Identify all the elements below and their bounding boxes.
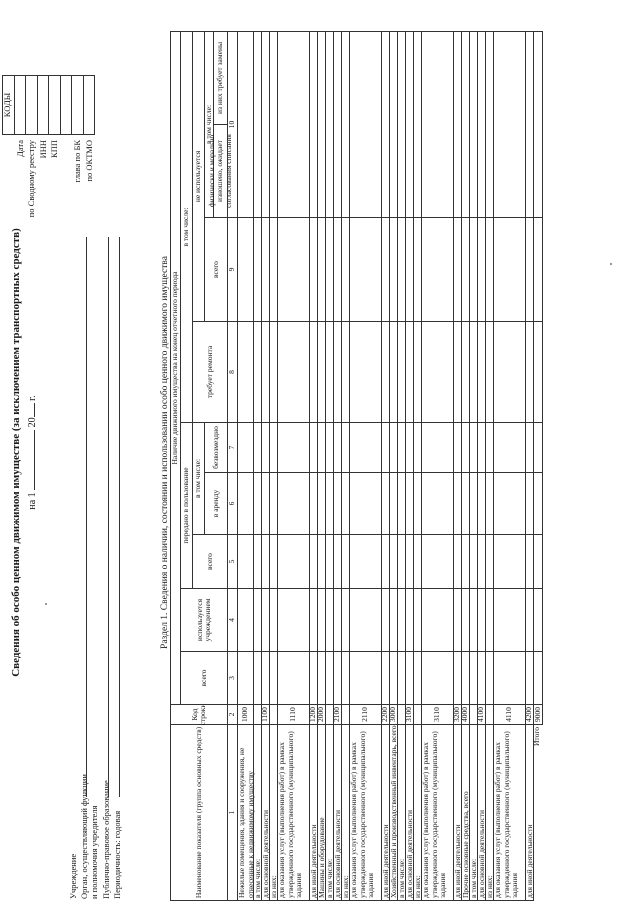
row-name: для оказания услуг (выполнения работ) в рамках утвержденного государственного (муниципального) задания	[421, 724, 454, 901]
row-name: для основной деятельности	[333, 724, 342, 901]
row-name: для оказания услуг (выполнения работ) в рамках утвержденного государственного (муниципального) задания	[493, 724, 526, 901]
total-cell[interactable]	[533, 472, 543, 535]
row-code: 4110	[493, 704, 526, 725]
total-cell[interactable]	[533, 422, 543, 473]
row-name: Машины и оборудование	[317, 724, 326, 901]
table-cell[interactable]	[493, 588, 526, 652]
col-header-unused-total: всего	[204, 217, 228, 322]
total-code: 9000	[533, 704, 543, 725]
column-number: 8	[227, 321, 238, 423]
col-header-free: безвозмездно	[204, 422, 228, 473]
table-cell[interactable]	[349, 588, 382, 652]
table-cell[interactable]	[237, 588, 254, 652]
table-cell[interactable]	[421, 31, 454, 218]
table-cell[interactable]	[421, 651, 454, 705]
table-cell[interactable]	[421, 321, 454, 423]
table-cell[interactable]	[349, 472, 382, 535]
founder-line[interactable]	[108, 237, 109, 797]
row-name: для иной деятельности	[381, 724, 390, 901]
total-cell[interactable]	[533, 217, 543, 322]
report-period-line	[27, 0, 38, 905]
table-cell[interactable]	[237, 651, 254, 705]
codes-header-cell	[2, 75, 14, 135]
row-name: Прочие основные средства, всего	[461, 724, 470, 901]
codes-label: Дата	[14, 140, 25, 157]
codes-title: КОДЫ	[2, 92, 12, 118]
table-cell[interactable]	[277, 651, 310, 705]
table-cell[interactable]	[349, 217, 382, 322]
col-header-unused-incl: в том числе:	[204, 31, 214, 218]
table-cell[interactable]	[349, 651, 382, 705]
table-cell[interactable]	[493, 321, 526, 423]
table-cell[interactable]	[421, 534, 454, 589]
scan-speck	[45, 603, 47, 605]
row-code: 4100	[477, 704, 486, 725]
code-value-cell[interactable]	[83, 75, 96, 135]
table-cell[interactable]	[277, 217, 310, 322]
row-name: для иной деятельности	[525, 724, 534, 901]
table-cell[interactable]	[493, 422, 526, 473]
table-cell[interactable]	[493, 651, 526, 705]
col-header-obsolete: физически и морально изношено, ожидает согласования списания	[213, 124, 228, 218]
row-code: 4200	[525, 704, 534, 725]
total-cell[interactable]	[533, 588, 543, 652]
table-cell[interactable]	[493, 31, 526, 218]
row-code: 2110	[349, 704, 382, 725]
row-code: 2000	[317, 704, 326, 725]
table-cell[interactable]	[493, 534, 526, 589]
row-code: 1000	[237, 704, 254, 725]
row-code: 3200	[453, 704, 462, 725]
row-name: для иной деятельности	[309, 724, 318, 901]
col-header-transferred-total: всего	[192, 534, 228, 589]
table-cell[interactable]	[277, 422, 310, 473]
column-number: 6	[227, 472, 238, 535]
table-cell[interactable]	[237, 31, 254, 218]
col-header-incl2: в том числе:	[180, 31, 193, 423]
row-code: 4000	[461, 704, 470, 725]
table-cell[interactable]	[277, 472, 310, 535]
table-cell[interactable]	[349, 31, 382, 218]
section-title: Раздел 1. Сведения о наличии, состоянии и использовании особо ценного движимого имущества	[160, 256, 170, 649]
table-cell[interactable]	[421, 588, 454, 652]
period-prefix: на 1	[27, 492, 38, 510]
table-cell[interactable]	[237, 217, 254, 322]
row-name: в том числе:	[325, 724, 334, 901]
col-header-used: используется учреждением	[180, 588, 228, 652]
total-label: Итого	[532, 727, 541, 746]
column-number: 5	[227, 534, 238, 589]
table-cell[interactable]	[237, 321, 254, 423]
row-name: для основной деятельности	[261, 724, 270, 901]
row-name: из них:	[269, 724, 278, 901]
column-number: 2	[227, 704, 238, 725]
row-name: для оказания услуг (выполнения работ) в рамках утвержденного государственного (муниципального) задания	[277, 724, 310, 901]
codes-label: глава по БК	[72, 140, 82, 183]
period-date-blank[interactable]	[34, 430, 35, 490]
header-label: Периодичность: годовая	[112, 810, 122, 899]
row-name: в том числе:	[397, 724, 406, 901]
row-code: 1100	[261, 704, 270, 725]
total-cell[interactable]	[533, 31, 543, 218]
row-code: 3110	[421, 704, 454, 725]
row-name: для иной деятельности	[453, 724, 462, 901]
document-title: Сведения об особо ценном движимом имуществе (за исключением транспортных средств)	[10, 228, 22, 677]
column-number: 4	[227, 588, 238, 652]
row-name: Хозяйственный и производственный инвентарь, всего	[389, 724, 398, 901]
row-name: из них:	[485, 724, 494, 901]
row-code: 2200	[381, 704, 390, 725]
col-header-unused: не используется	[192, 31, 205, 322]
col-header-rent: в аренду	[204, 472, 228, 535]
table-cell[interactable]	[237, 422, 254, 473]
public-entity-line[interactable]	[119, 237, 120, 797]
org-name-line[interactable]	[86, 237, 87, 797]
codes-label: по Сводному реестру	[26, 140, 36, 218]
table-cell[interactable]	[421, 472, 454, 535]
period-year-blank[interactable]	[34, 403, 35, 417]
table-cell[interactable]	[277, 31, 310, 218]
row-code: 3000	[389, 704, 398, 725]
codes-label: ИНН	[37, 140, 48, 159]
row-name: для основной деятельности	[405, 724, 414, 901]
column-number: 10	[227, 31, 238, 218]
row-code: 1110	[277, 704, 310, 725]
row-code: 3100	[405, 704, 414, 725]
row-name: из них:	[341, 724, 350, 901]
scan-speck	[610, 263, 612, 265]
row-name: в том числе:	[253, 724, 262, 901]
table-cell[interactable]	[421, 422, 454, 473]
table-cell[interactable]	[277, 321, 310, 423]
row-code: 2100	[333, 704, 342, 725]
property-table	[170, 32, 635, 901]
codes-label: по ОКТМО	[83, 140, 94, 182]
header-label: Орган, осуществляющий функции	[79, 774, 89, 899]
column-number: 7	[227, 422, 238, 473]
table-cell[interactable]	[349, 321, 382, 423]
table-cell[interactable]	[349, 422, 382, 473]
total-cell[interactable]	[533, 534, 543, 589]
table-cell[interactable]	[493, 472, 526, 535]
col-header-repair: требует ремонта	[192, 321, 228, 423]
table-cell[interactable]	[277, 588, 310, 652]
header-label: Учреждение	[68, 853, 78, 899]
period-year-prefix: 20	[27, 417, 38, 428]
table-cell[interactable]	[421, 217, 454, 322]
col-header-incl: в том числе:	[192, 422, 205, 535]
row-name: из них:	[413, 724, 422, 901]
row-code: 1200	[309, 704, 318, 725]
table-cell[interactable]	[493, 217, 526, 322]
total-cell[interactable]	[533, 321, 543, 423]
col-header-group-main: Наличие движимого имущества на конец отчетного периода	[170, 31, 181, 705]
col-header-code: Код строки	[170, 704, 228, 725]
table-cell[interactable]	[277, 534, 310, 589]
total-cell[interactable]	[533, 651, 543, 705]
row-name: в том числе:	[469, 724, 478, 901]
codes-label: КПП	[49, 140, 59, 158]
col-header-name: Наименование показателя (группа основных средств)	[170, 724, 228, 901]
col-header-transferred: передано в пользование	[180, 422, 193, 589]
table-cell[interactable]	[237, 534, 254, 589]
period-suffix: г.	[27, 395, 38, 401]
header-label: Публично-правовое образование	[101, 780, 111, 899]
column-number: 1	[227, 724, 238, 901]
row-name: Нежилые помещения, здания и сооружения, не отнесенные к недвижимому имуществу	[237, 724, 254, 901]
col-header-total: всего	[180, 651, 228, 705]
table-cell[interactable]	[349, 534, 382, 589]
table-cell[interactable]	[237, 472, 254, 535]
col-header-replace: из них требует замены	[213, 31, 228, 125]
row-name: для оказания услуг (выполнения работ) в рамках утвержденного государственного (муниципального) задания	[349, 724, 382, 901]
header-label: и полномочия учредителя	[89, 805, 99, 899]
column-number: 9	[227, 217, 238, 322]
row-name: для основной деятельности	[477, 724, 486, 901]
column-number: 3	[227, 651, 238, 705]
